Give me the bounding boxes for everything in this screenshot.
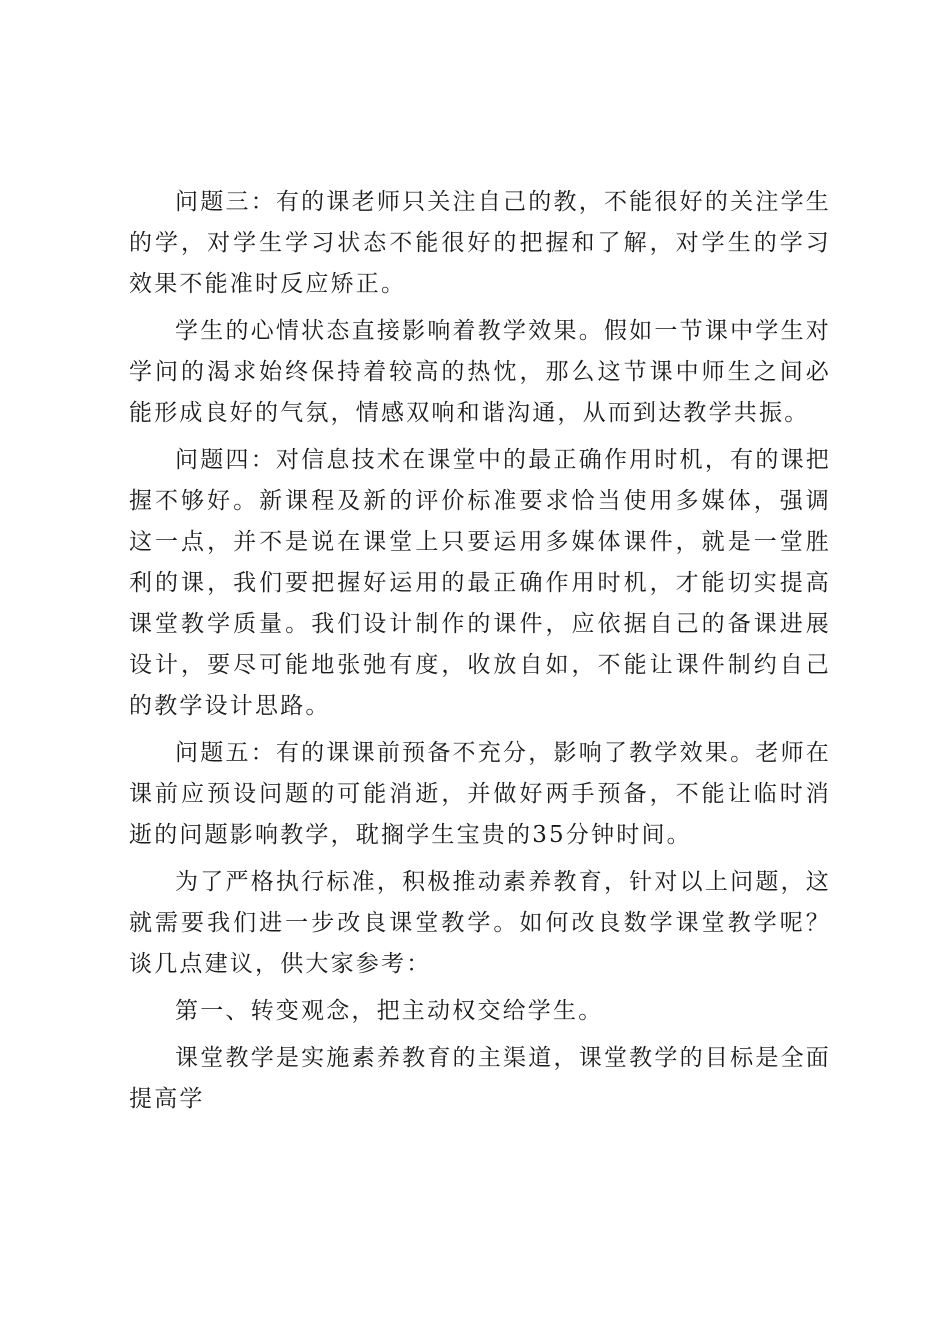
paragraph-student-mood: 学生的心情状态直接影响着教学效果。假如一节课中学生对学问的渴求始终保持着较高的热忱，那么这节课中师生之间必能形成良好的气氛，情感双响和谐沟通，从而到达教学共振。: [129, 318, 831, 426]
paragraph-suggestions-intro: 为了严格执行标准，积极推动素养教育，针对以上问题，这就需要我们进一步改良课堂教学。如何改良数学课堂教学呢？谈几点建议，供大家参考：: [129, 869, 831, 977]
paragraph-problem-three: 问题三：有的课老师只关注自己的教，不能很好的关注学生的学，对学生学习状态不能很好的把握和了解，对学生的学习效果不能准时反应矫正。: [129, 189, 831, 297]
paragraph-problem-five: 问题五：有的课课前预备不充分，影响了教学效果。老师在课前应预设问题的可能消逝，并做好两手预备，不能让临时消逝的问题影响教学，耽搁学生宝贵的35分钟时间。: [129, 740, 831, 848]
document-body: [129, 182, 831, 1126]
paragraph-classroom-teaching: 课堂教学是实施素养教育的主渠道，课堂教学的目标是全面提高学: [129, 1045, 831, 1112]
paragraph-first-point: 第一、转变观念，把主动权交给学生。: [175, 998, 604, 1024]
paragraph-problem-four: 问题四：对信息技术在课堂中的最正确作用时机，有的课把握不够好。新课程及新的评价标准要求恰当使用多媒体，强调这一点，并不是说在课堂上只要运用多媒体课件，就是一堂胜利的课，我们要把握好运用的最正确作用时机，才能切实提高课堂教学质量。我们设计制作的课件，应依据自己的备课进展设计，要尽可能地张弛有度，收放自如，不能让课件制约自己的教学设计思路。: [129, 447, 831, 719]
